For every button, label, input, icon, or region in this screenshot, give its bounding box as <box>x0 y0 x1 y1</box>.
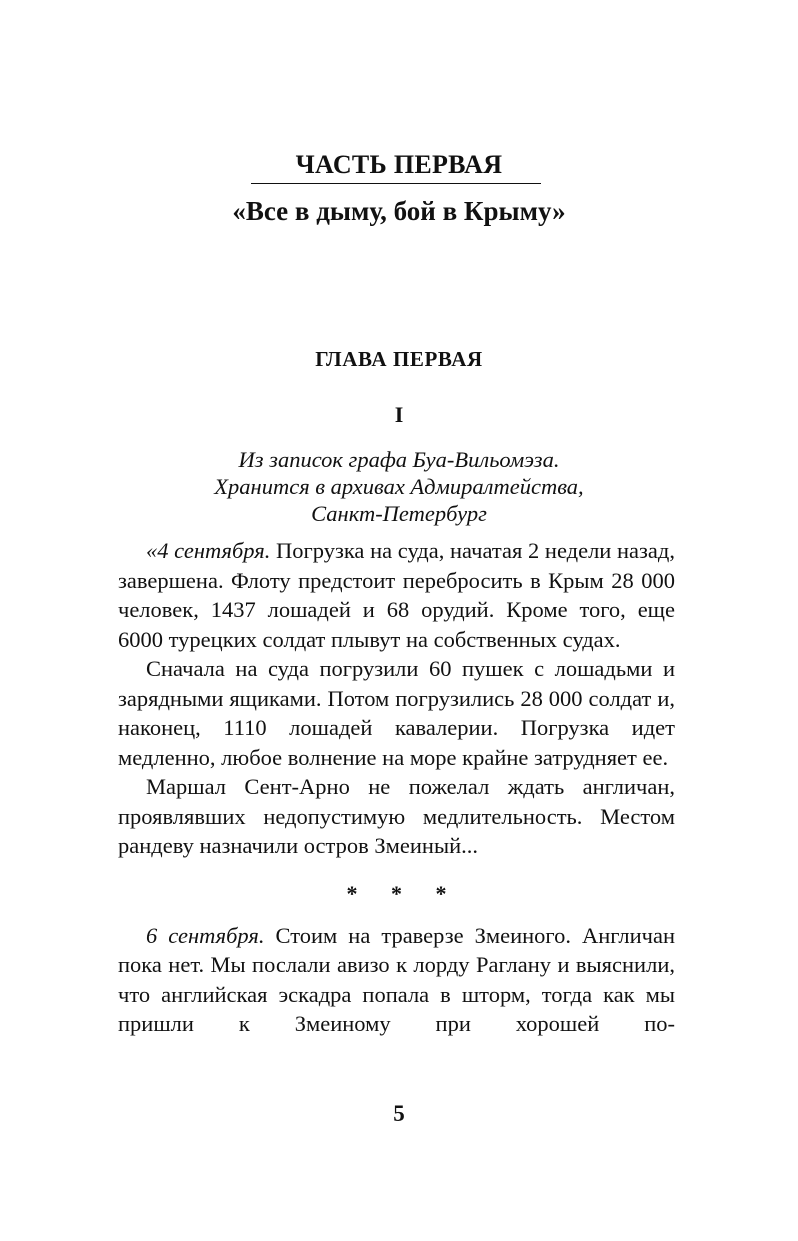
page-number: 5 <box>393 1101 405 1126</box>
paragraph-4 <box>118 921 675 1039</box>
section-separator: * * * <box>346 880 461 906</box>
epigraph-line-2: Хранится в архивах Адмиралтейства, <box>214 474 584 499</box>
paragraph-4-text: Стоим на траверзе Змеиного. Англичан пока нет. Мы послали авизо к лорду Раглану и выяснили, что английская эскадра попала в шторм, тогда как мы пришли к Змеиному при хорошей по- <box>118 922 675 1036</box>
paragraph-1-date: «4 сентября. <box>146 538 271 563</box>
paragraph-1-text: Погрузка на суда, начатая 2 недели назад, завершена. Флоту предстоит перебросить в Крым 28 000 человек, 1437 лошадей и 68 орудий. Кроме того, еще 6000 турецких солдат плывут на собственных судах. <box>118 538 675 652</box>
part-title-underline <box>251 183 541 184</box>
chapter-title: ГЛАВА ПЕРВАЯ <box>315 347 483 371</box>
epigraph <box>0 446 798 527</box>
part-title: ЧАСТЬ ПЕРВАЯ <box>295 150 503 179</box>
paragraph-2: Сначала на суда погрузили 60 пушек с лошадьми и зарядными ящиками. Потом погрузились 28 000 солдат и, наконец, 1110 лошадей кавалерии. Погрузка идет медленно, любое волнение на море крайне затрудняет ее. <box>118 656 675 770</box>
paragraph-4-date: 6 сентября. <box>146 922 265 948</box>
paragraph-3: Маршал Сент-Арно не пожелал ждать англичан, проявлявших недопустимую медлительность. Местом рандеву назначили остров Змеиный... <box>118 774 675 858</box>
body-text <box>118 536 675 1039</box>
paragraph-1 <box>118 536 675 654</box>
epigraph-line-3: Санкт-Петербург <box>311 501 487 526</box>
part-subtitle: «Все в дыму, бой в Крыму» <box>232 196 566 226</box>
section-number: I <box>394 402 404 427</box>
epigraph-line-1: Из записок графа Буа-Вильомэза. <box>238 447 560 472</box>
